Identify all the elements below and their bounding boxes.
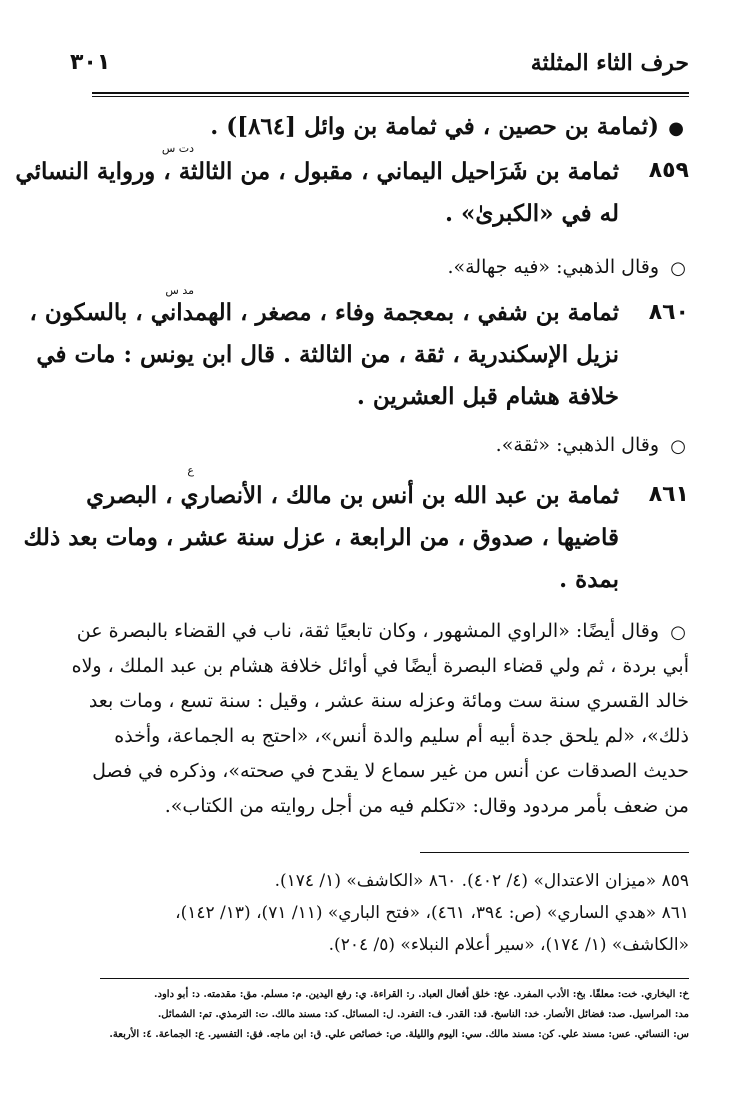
entry-860-line-2: نزيل الإسكندرية ، ثقة ، من الثالثة . قال ابن يونس : مات في [36,341,619,368]
entry-859-line-2: له في «الكبرىٰ» . [444,200,619,227]
note-marker-icon: ○ [670,258,686,279]
entry-cross-reference: (ثمامة بن حصين ، في ثمامة بن وائل [٨٦٤]) . [210,113,659,140]
chapter-title: حرف الثاء المثلثة [530,50,689,76]
note-marker-icon: ○ [670,622,686,643]
abbreviations-line-3: س: النسائي. عس: مسند علي. كن: مسند مالك. سي: اليوم والليلة. ص: خصائص علي. ق: ابن ماجه. فق: التفسير. ع: الجماعة. ٤: الأربعة. [109,1029,689,1040]
bullet-icon: ● [668,118,684,139]
page-number: ٣٠١ [70,50,111,75]
dhahabi-note-861-line-4: ذلك»، «لم يلحق جدة أبيه أم سليم والدة أنس»، «احتج به الجماعة، وأخذه [114,725,689,747]
dhahabi-note-859: وقال الذهبي: «فيه جهالة». [447,256,659,278]
dhahabi-note-860: وقال الذهبي: «ثقة». [495,434,659,456]
entry-860-line-1: ثمامة بن شفي ، بمعجمة وفاء ، مصغر ، الهمداني ، بالسكون ، [29,299,619,326]
entry-859-line-1: ثمامة بن شَرَاحيل اليماني ، مقبول ، من الثالثة ، ورواية النسائي [15,158,619,185]
entry-861-line-3: بمدة . [559,566,619,593]
dhahabi-note-861-line-6: من ضعف بأمر مردود وقال: «تكلم فيه من أجل روايته من الكتاب». [164,795,689,817]
dhahabi-note-861-line-5: حديث الصدقات عن أنس من غير سماع لا يقدح في صحته»، وذكره في فصل [92,760,689,782]
note-marker-icon: ○ [670,436,686,457]
entry-number-861: ٨٦١ [648,482,689,507]
entry-860-line-3: خلافة هشام قبل العشرين . [356,383,619,410]
source-codes-859: دت س [161,142,194,155]
source-codes-860: مد س [165,284,194,297]
entry-number-859: ٨٥٩ [648,158,689,183]
source-codes-861: ع [187,464,194,477]
entry-number-860: ٨٦٠ [648,300,689,325]
footnote-line-1: ٨٥٩ «ميزان الاعتدال» (٤/ ٤٠٢). ٨٦٠ «الكاشف» (١/ ١٧٤). [274,871,689,891]
dhahabi-note-861-line-3: خالد القسري سنة ست ومائة وعزله سنة عشر ، وقيل : سنة تسع ، ومات بعد [88,690,689,712]
footnote-line-2: ٨٦١ «هدي الساري» (ص: ٣٩٤، ٤٦١)، «فتح الباري» (١١/ ٧١)، (١٣/ ١٤٢)، [175,903,689,923]
abbreviations-line-1: خ: البخاري. خت: معلقًا. بخ: الأدب المفرد. عخ: خلق أفعال العباد. ر: القراءة. ي: رفع اليدين. م: مسلم. مق: مقدمته. د: أبو داود. [154,989,689,1000]
entry-861-line-2: قاضيها ، صدوق ، من الرابعة ، عزل سنة عشر ، ومات بعد ذلك [23,524,619,551]
footnote-line-3: «الكاشف» (١/ ١٧٤)، «سير أعلام النبلاء» (٥/ ٢٠٤). [328,935,689,955]
header-rule [92,92,689,97]
footnote-rule [420,852,689,853]
entry-861-line-1: ثمامة بن عبد الله بن أنس بن مالك ، الأنصاري ، البصري [86,482,619,509]
abbreviations-line-2: مد: المراسيل. صد: فضائل الأنصار. خد: الناسخ. قد: القدر. ف: التفرد. ل: المسائل. كد: مسند مالك. ت: الترمذي. تم: الشمائل. [157,1009,689,1020]
dhahabi-note-861-line-1: وقال أيضًا: «الراوي المشهور ، وكان تابعيًا ثقة، ناب في القضاء بالبصرة عن [76,620,659,642]
dhahabi-note-861-line-2: أبي بردة ، ثم ولي قضاء البصرة أيضًا في أوائل خلافة هشام بن عبد الملك ، ولاه [71,655,689,677]
abbreviations-rule [100,978,689,979]
